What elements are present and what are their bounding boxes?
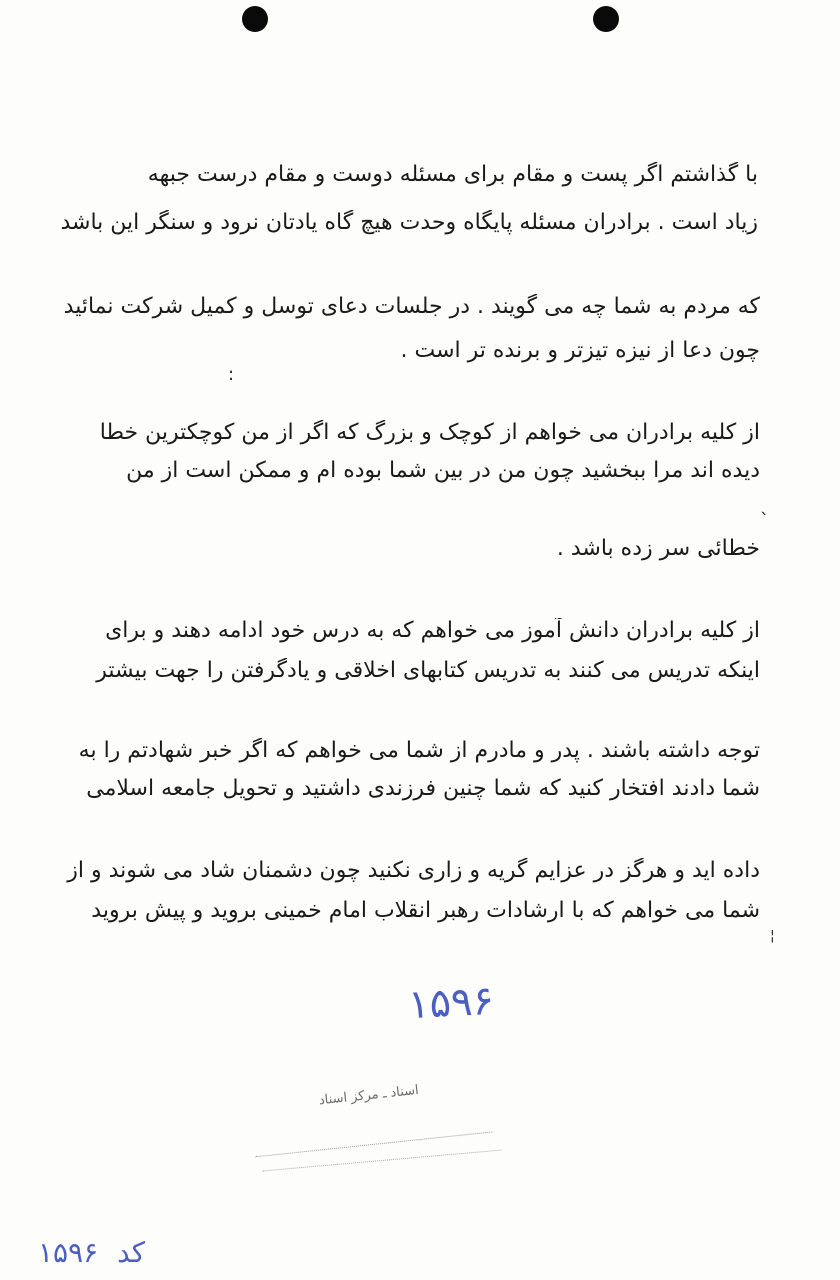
letter-line: شما دادند افتخار کنید که شما چنین فرزندی داشتید و تحویل جامعه اسلامی [86, 776, 760, 801]
pen-mark: ` [760, 510, 769, 531]
pen-mark: ¦ [770, 928, 775, 944]
stamp-underline [262, 1150, 501, 1172]
bottom-code-label: کد [117, 1236, 146, 1269]
letter-line: زیاد است . برادران مسئله پایگاه وحدت هیچ گاه یادتان نرود و سنگر این باشد [60, 210, 758, 235]
letter-line: از کلیه برادران می خواهم از کوچک و بزرگ که اگر از من کوچکترین خطا [99, 420, 760, 445]
bottom-code-number: ۱۵۹۶ [38, 1236, 99, 1269]
archive-stamp: اسناد ـ مرکز اسناد [250, 1076, 493, 1158]
letter-line: اینکه تدریس می کنند به تدریس کتابهای اخلاقی و یادگرفتن را جهت بیشتر [96, 658, 760, 683]
pen-mark: : [228, 364, 235, 385]
letter-line: داده اید و هرگز در عزایم گریه و زاری نکنید چون دشمنان شاد می شوند و از [67, 858, 760, 883]
punch-hole-right [593, 6, 619, 32]
letter-line: شما می خواهم که با ارشادات رهبر انقلاب امام خمینی بروید و پیش بروید [91, 898, 760, 923]
letter-line: دیده اند مرا ببخشید چون من در بین شما بوده ام و ممکن است از من [126, 458, 760, 483]
page-number-blue: ۱۵۹۶ [406, 977, 496, 1029]
letter-line: با گذاشتم اگر پست و مقام برای مسئله دوست و مقام درست جبهه [147, 162, 758, 187]
punch-hole-left [242, 6, 268, 32]
letter-line: خطائی سر زده باشد . [556, 536, 760, 561]
letter-line: که مردم به شما چه می گویند . در جلسات دعای توسل و کمیل شرکت نمائید [63, 294, 760, 319]
letter-line: چون دعا از نیزه تیزتر و برنده تر است . [400, 338, 760, 363]
letter-line: توجه داشته باشند . پدر و مادرم از شما می خواهم که اگر خبر شهادتم را به [78, 738, 760, 763]
letter-line: از کلیه برادران دانش آموز می خواهم که به درس خود ادامه دهند و برای [105, 618, 760, 643]
bottom-code [38, 1236, 145, 1269]
